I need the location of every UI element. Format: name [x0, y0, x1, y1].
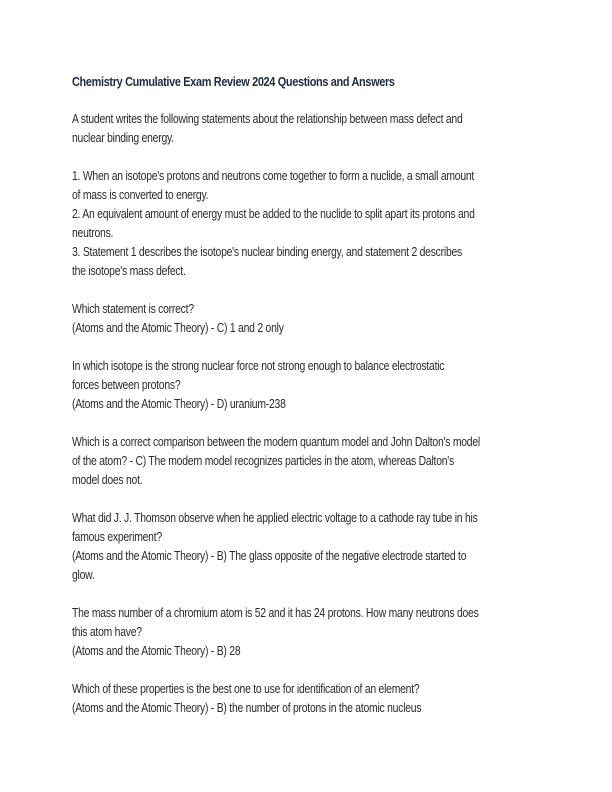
- question-line: this atom have?: [72, 624, 142, 639]
- statements-list: [72, 166, 542, 280]
- document-content: [72, 72, 542, 736]
- question-answer: [72, 679, 542, 717]
- answer-line: (Atoms and the Atomic Theory) - C) 1 and 2 only: [72, 320, 284, 335]
- text-line: neutrons.: [72, 225, 114, 240]
- question-line: forces between protons?: [72, 377, 181, 392]
- text-line: A student writes the following statements about the relationship between mass defect and: [72, 111, 463, 126]
- answer-line: (Atoms and the Atomic Theory) - B) 28: [72, 643, 241, 658]
- answer-line: (Atoms and the Atomic Theory) - B) The glass opposite of the negative electrode started to: [72, 548, 467, 563]
- question-line: of the atom? - C) The modern model recognizes particles in the atom, whereas Dalton's: [72, 453, 454, 468]
- answer-line: (Atoms and the Atomic Theory) - D) uranium-238: [72, 396, 286, 411]
- question-line: In which isotope is the strong nuclear force not strong enough to balance electrostatic: [72, 358, 445, 373]
- question-answer: [72, 603, 542, 660]
- text-line: 2. An equivalent amount of energy must be added to the nuclide to split apart its protons and: [72, 206, 475, 221]
- question-line: Which of these properties is the best one to use for identification of an element?: [72, 681, 420, 696]
- question-answer: [72, 432, 542, 489]
- question-answer: [72, 356, 542, 413]
- question-line: Which statement is correct?: [72, 301, 194, 316]
- answer-line: (Atoms and the Atomic Theory) - B) the number of protons in the atomic nucleus: [72, 700, 422, 715]
- question-answer: [72, 299, 542, 337]
- text-line: 1. When an isotope's protons and neutrons come together to form a nuclide, a small amount: [72, 168, 475, 183]
- intro-paragraph: [72, 109, 542, 147]
- question-line: Which is a correct comparison between the modern quantum model and John Dalton's model: [72, 434, 480, 449]
- text-line: 3. Statement 1 describes the isotope's nuclear binding energy, and statement 2 describes: [72, 244, 462, 259]
- question-answer: [72, 508, 542, 584]
- answer-line: glow.: [72, 567, 95, 582]
- text-line: nuclear binding energy.: [72, 130, 174, 145]
- question-line: What did J. J. Thomson observe when he applied electric voltage to a cathode ray tube in his: [72, 510, 478, 525]
- question-line: The mass number of a chromium atom is 52 and it has 24 protons. How many neutrons does: [72, 605, 479, 620]
- answer-line: model does not.: [72, 472, 143, 487]
- document-title: Chemistry Cumulative Exam Review 2024 Questions and Answers: [72, 74, 395, 89]
- question-line: famous experiment?: [72, 529, 162, 544]
- text-line: of mass is converted to energy.: [72, 187, 209, 202]
- text-line: the isotope's mass defect.: [72, 263, 186, 278]
